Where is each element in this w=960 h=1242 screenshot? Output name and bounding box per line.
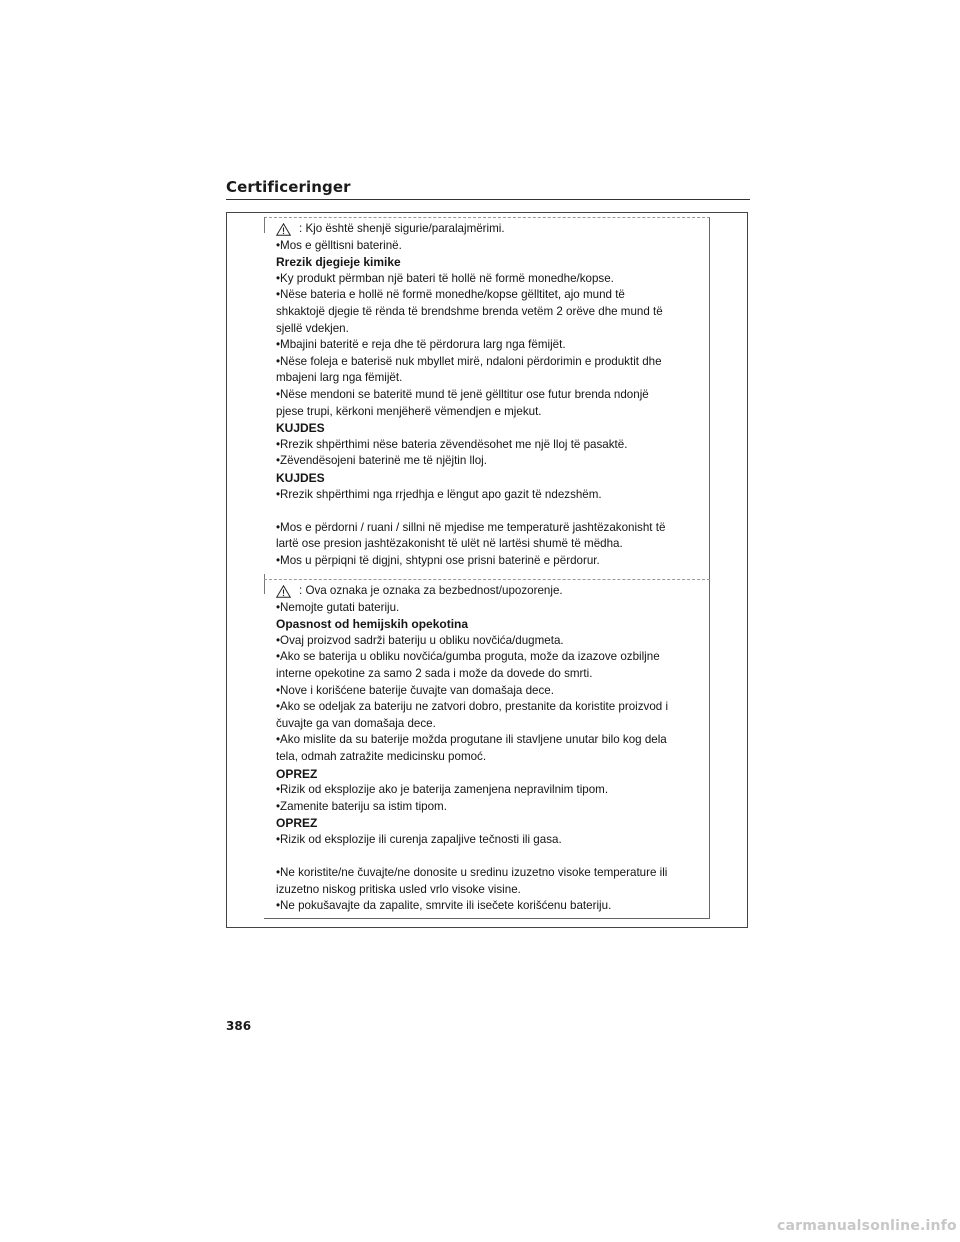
text-line: •Nëse bateria e hollë në formë monedhe/kopse gëlltitet, ajo mund të bbox=[276, 288, 625, 302]
text-line: •Ky produkt përmban një bateri të hollë në formë monedhe/kopse. bbox=[276, 271, 614, 285]
text-line: tela, odmah zatražite medicinsku pomoć. bbox=[276, 749, 487, 763]
section-heading: KUJDES bbox=[276, 470, 325, 485]
text-line: •Mbajini bateritë e reja dhe të përdorura larg nga fëmijët. bbox=[276, 338, 566, 352]
frame-tick bbox=[264, 217, 265, 233]
text-line: čuvajte ga van domašaja dece. bbox=[276, 716, 436, 730]
warning-triangle-icon bbox=[276, 223, 291, 236]
frame-tick bbox=[264, 574, 265, 594]
text-line: •Nove i korišćene baterije čuvajte van domašaja dece. bbox=[276, 683, 554, 697]
text-line: •Ne koristite/ne čuvajte/ne donosite u sredinu izuzetno visoke temperature ili bbox=[276, 866, 668, 880]
text-line: •Nëse foleja e baterisë nuk mbyllet mirë, ndaloni përdorimin e produktit dhe bbox=[276, 354, 662, 368]
section-heading: KUJDES bbox=[276, 421, 325, 436]
text-line: •Ako se odeljak za bateriju ne zatvori dobro, prestanite da koristite proizvod i bbox=[276, 700, 669, 714]
warning-symbol-text: : Kjo është shenjë sigurie/paralajmërimi. bbox=[299, 222, 505, 235]
text-line: •Ako se baterija u obliku novčića/gumba proguta, može da izazove ozbiljne bbox=[276, 650, 660, 664]
title-rule bbox=[226, 199, 750, 200]
text-line: •Mos e gëlltisni baterinë. bbox=[276, 238, 402, 252]
text-line: •Zëvendësojeni baterinë me të njëjtin lloj. bbox=[276, 454, 487, 468]
text-line: •Ne pokušavajte da zapalite, smrvite ili isečete korišćenu bateriju. bbox=[276, 899, 612, 913]
text-line: interne opekotine za samo 2 sada i može da dovede do smrti. bbox=[276, 666, 593, 680]
text-line: •Ako mislite da su baterije možda progutane ili stavljene unutar bilo kog dela bbox=[276, 733, 667, 747]
text-line: lartë ose presion jashtëzakonisht të ulët në lartësi shumë të mëdha. bbox=[276, 537, 623, 551]
text-line: izuzetno niskog pritiska usled vrlo visoke visine. bbox=[276, 882, 521, 896]
section-heading: OPREZ bbox=[276, 816, 318, 831]
text-line: •Nëse mendoni se bateritë mund të jenë gëlltitur ose futur brenda ndonjë bbox=[276, 387, 649, 401]
albanian-warning-section bbox=[276, 221, 706, 569]
warning-triangle-icon bbox=[276, 585, 291, 598]
text-line: •Mos e përdorni / ruani / sillni në mjedise me temperaturë jashtëzakonisht të bbox=[276, 520, 666, 534]
section-heading: Rrezik djegieje kimike bbox=[276, 255, 401, 270]
text-line: •Rizik od eksplozije ako je baterija zamenjena nepravilnim tipom. bbox=[276, 783, 609, 797]
text-line: shkaktojë djegie të rënda të brendshme brenda vetëm 2 orëve dhe mund të bbox=[276, 304, 663, 318]
warning-symbol-text: : Ova oznaka je oznaka za bezbednost/upozorenje. bbox=[299, 584, 563, 597]
text-line: •Zamenite bateriju sa istim tipom. bbox=[276, 799, 447, 813]
warning-symbol-line bbox=[276, 221, 706, 238]
text-line: •Ovaj proizvod sadrži bateriju u obliku novčića/dugmeta. bbox=[276, 633, 564, 647]
text-line: •Nemojte gutati bateriju. bbox=[276, 600, 400, 614]
text-line: mbajeni larg nga fëmijët. bbox=[276, 371, 403, 385]
serbian-warning-section bbox=[276, 583, 706, 915]
page-number: 386 bbox=[226, 1019, 252, 1033]
text-line: •Rizik od eksplozije ili curenja zapaljive tečnosti ili gasa. bbox=[276, 832, 562, 846]
text-line: •Rrezik shpërthimi nga rrjedhja e lëngut apo gazit të ndezshëm. bbox=[276, 487, 602, 501]
text-line: •Mos u përpiqni të digjni, shtypni ose prisni baterinë e përdorur. bbox=[276, 553, 600, 567]
page-title: Certificeringer bbox=[226, 178, 351, 196]
section-heading: Opasnost od hemijskih opekotina bbox=[276, 617, 469, 632]
section-divider bbox=[264, 579, 710, 580]
section-heading: OPREZ bbox=[276, 766, 318, 781]
watermark: carmanualsonline.info bbox=[777, 1218, 957, 1234]
warning-symbol-line bbox=[276, 583, 706, 600]
text-line: •Rrezik shpërthimi nëse bateria zëvendësohet me një lloj të pasaktë. bbox=[276, 437, 628, 451]
text-line: sjellë vdekjen. bbox=[276, 321, 349, 335]
text-line: pjese trupi, kërkoni menjëherë vëmendjen e mjekut. bbox=[276, 404, 542, 418]
